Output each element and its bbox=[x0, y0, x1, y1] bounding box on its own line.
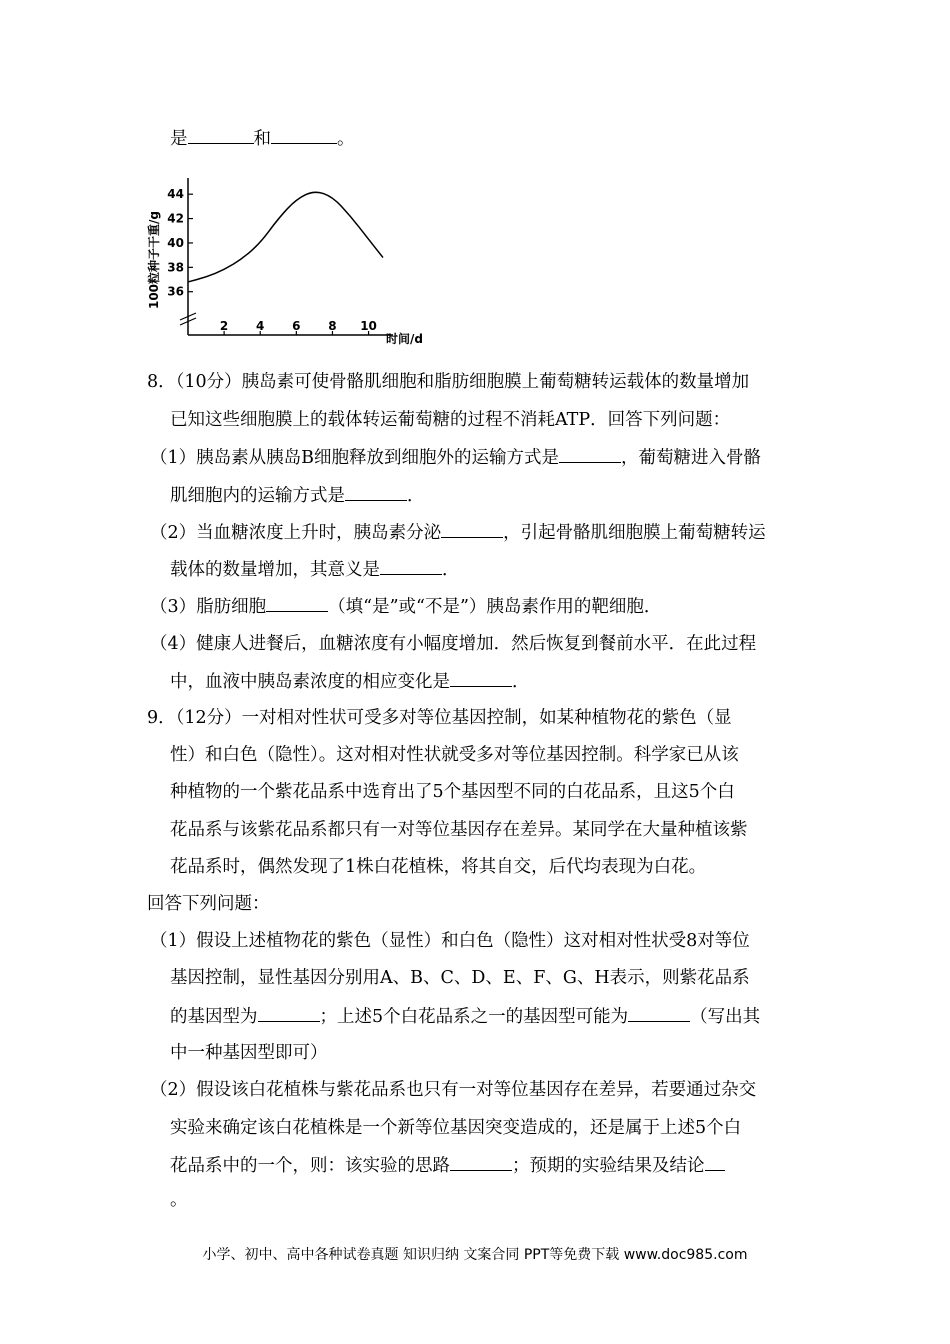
q9-stem-line5: 花品系时，偶然发现了1株白花植株，将其自交，后代均表现为白花。 bbox=[170, 857, 707, 877]
y-tick-label: 36 bbox=[167, 284, 184, 299]
q9-stem-line4: 花品系与该紫花品系都只有一对等位基因存在差异。某同学在大量种植该紫 bbox=[170, 820, 748, 840]
text: ，葡萄糖进入骨骼 bbox=[621, 448, 761, 468]
question7-tail bbox=[170, 126, 355, 151]
text: （2）当血糖浓度上升时，胰岛素分泌 bbox=[150, 523, 442, 543]
x-tick-label: 4 bbox=[256, 319, 265, 333]
answer-blank[interactable] bbox=[628, 1004, 690, 1022]
y-tick-label: 42 bbox=[167, 211, 184, 226]
q9-part1-line4: 中一种基因型即可） bbox=[170, 1043, 328, 1063]
answer-blank[interactable] bbox=[345, 483, 407, 501]
q8-part3 bbox=[150, 594, 661, 619]
text: 和 bbox=[253, 129, 271, 149]
text: ． bbox=[442, 560, 460, 580]
answer-blank[interactable] bbox=[705, 1153, 725, 1171]
answer-blank[interactable] bbox=[450, 669, 512, 687]
y-tick-label: 38 bbox=[167, 260, 184, 275]
x-tick-label: 10 bbox=[360, 319, 377, 333]
text: 中，血液中胰岛素浓度的相应变化是 bbox=[170, 672, 450, 692]
text: ，引起骨骼肌细胞膜上葡萄糖转运 bbox=[503, 523, 766, 543]
text: ；预期的实验结果及结论 bbox=[512, 1156, 705, 1176]
answer-blank[interactable] bbox=[559, 445, 621, 463]
text: （1）胰岛素从胰岛B细胞释放到细胞外的运输方式是 bbox=[150, 448, 559, 468]
text: （填“是”或“不是”）胰岛素作用的靶细胞． bbox=[328, 597, 662, 617]
q9-stem-line3: 种植物的一个紫花品系中选育出了5个基因型不同的白花品系，且这5个白 bbox=[170, 782, 735, 802]
q8-part2 bbox=[150, 520, 766, 545]
answer-blank[interactable] bbox=[188, 126, 254, 144]
q8-stem-line2: 已知这些细胞膜上的载体转运葡萄糖的过程不消耗ATP．回答下列问题： bbox=[170, 410, 731, 430]
q9-part2: （2）假设该白花植株与紫花品系也只有一对等位基因存在差异，若要通过杂交 bbox=[150, 1080, 757, 1100]
q9-part2-line3 bbox=[170, 1153, 725, 1178]
y-tick-label: 40 bbox=[167, 235, 184, 250]
q9-part1-line2: 基因控制，显性基因分别用A、B、C、D、E、F、G、H表示，则紫花品系 bbox=[170, 968, 750, 988]
x-tick-label: 2 bbox=[219, 319, 229, 333]
answer-blank[interactable] bbox=[271, 126, 337, 144]
q9-stem-line1: 9．（12分）一对相对性状可受多对等位基因控制，如某种植物花的紫色（显 bbox=[147, 708, 732, 728]
text: ；上述5个白花品系之一的基因型可能为 bbox=[319, 1007, 629, 1027]
text: 。 bbox=[337, 129, 355, 149]
x-tick-label: 6 bbox=[292, 319, 301, 333]
page-footer: 小学、初中、高中各种试卷真题 知识归纳 文案合同 PPT等免费下载 www.doc985.com bbox=[202, 1247, 748, 1263]
text: 的基因型为 bbox=[170, 1007, 258, 1027]
q8-part1-cont bbox=[170, 483, 425, 508]
q9-part1-line3 bbox=[170, 1004, 760, 1029]
text: （3）脂肪细胞 bbox=[150, 597, 267, 617]
q8-stem-line1: 8．（10分）胰岛素可使骨骼肌细胞和脂肪细胞膜上葡萄糖转运载体的数量增加 bbox=[147, 372, 750, 392]
answer-blank[interactable] bbox=[266, 594, 328, 612]
q8-part4: （4）健康人进餐后，血糖浓度有小幅度增加．然后恢复到餐前水平．在此过程 bbox=[150, 634, 757, 654]
x-axis-label: 时间/d bbox=[386, 332, 423, 346]
series-line bbox=[188, 192, 383, 282]
q9-stem-line2: 性）和白色（隐性）。这对相对性状就受多对等位基因控制。科学家已从该 bbox=[170, 745, 739, 765]
seed-weight-chart bbox=[138, 160, 458, 365]
text: 肌细胞内的运输方式是 bbox=[170, 486, 345, 506]
answer-blank[interactable] bbox=[258, 1004, 320, 1022]
text: 载体的数量增加，其意义是 bbox=[170, 560, 380, 580]
q9-prompt: 回答下列问题： bbox=[147, 894, 270, 914]
x-tick-label: 8 bbox=[328, 319, 337, 333]
answer-blank[interactable] bbox=[441, 520, 503, 538]
text: ． bbox=[512, 672, 530, 692]
q9-part2-line2: 实验来确定该白花植株是一个新等位基因突变造成的，还是属于上述5个白 bbox=[170, 1118, 742, 1138]
text: ． bbox=[407, 486, 425, 506]
q9-part2-end: 。 bbox=[170, 1190, 188, 1210]
text: 是 bbox=[170, 129, 188, 149]
y-axis-label: 100粒种子干重/g bbox=[147, 210, 161, 310]
q8-part4-cont bbox=[170, 669, 530, 694]
q8-part1 bbox=[150, 445, 761, 470]
q8-part2-cont bbox=[170, 557, 460, 582]
y-tick-label: 44 bbox=[167, 187, 184, 202]
answer-blank[interactable] bbox=[450, 1153, 512, 1171]
text: （写出其 bbox=[690, 1007, 761, 1027]
text: 花品系中的一个，则：该实验的思路 bbox=[170, 1156, 450, 1176]
answer-blank[interactable] bbox=[380, 557, 442, 575]
q9-part1: （1）假设上述植物花的紫色（显性）和白色（隐性）这对相对性状受8对等位 bbox=[150, 931, 750, 951]
